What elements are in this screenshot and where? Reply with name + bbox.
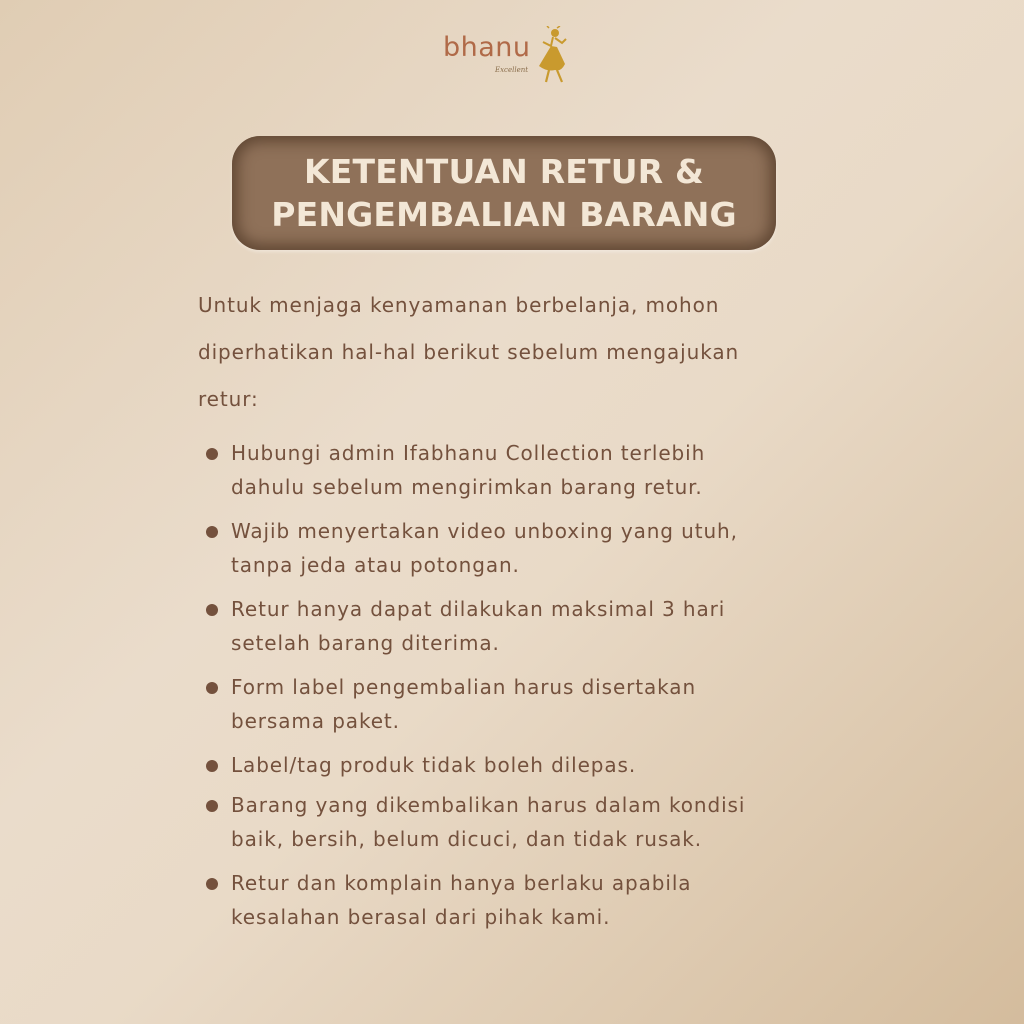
- bullet-dot-icon: [206, 878, 218, 890]
- rule-line: Form label pengembalian harus disertakan: [231, 675, 697, 699]
- rule-item: [206, 436, 846, 514]
- bullet-dot-icon: [206, 526, 218, 538]
- rule-line: tanpa jeda atau potongan.: [231, 553, 520, 577]
- rule-item: [206, 670, 846, 748]
- rule-line: Retur dan komplain hanya berlaku apabila: [231, 871, 692, 895]
- rule-line: setelah barang diterima.: [231, 631, 500, 655]
- rule-line: Barang yang dikembalikan harus dalam kondisi: [231, 793, 746, 817]
- rule-line: kesalahan berasal dari pihak kami.: [231, 905, 611, 929]
- intro-paragraph: [198, 282, 858, 423]
- intro-line: Untuk menjaga kenyamanan berbelanja, mohon: [198, 293, 720, 317]
- rule-line: bersama paket.: [231, 709, 400, 733]
- bullet-dot-icon: [206, 604, 218, 616]
- rule-line: Label/tag produk tidak boleh dilepas.: [231, 753, 637, 777]
- rule-item: [206, 866, 846, 944]
- bullet-dot-icon: [206, 448, 218, 460]
- title-line-1: KETENTUAN RETUR &: [303, 152, 705, 191]
- bullet-dot-icon: [206, 682, 218, 694]
- rule-item: [206, 592, 846, 670]
- rule-line: Hubungi admin Ifabhanu Collection terlebih: [231, 441, 706, 465]
- rule-line: baik, bersih, belum dicuci, dan tidak rusak.: [231, 827, 703, 851]
- rule-line: dahulu sebelum mengirimkan barang retur.: [231, 475, 703, 499]
- rules-list: [206, 436, 846, 944]
- dancer-figure-icon: [535, 26, 571, 84]
- rule-line: Wajib menyertakan video unboxing yang utuh,: [231, 519, 738, 543]
- title-banner: [232, 136, 776, 250]
- intro-line: diperhatikan hal-hal berikut sebelum mengajukan: [198, 340, 740, 364]
- rule-item: [206, 748, 846, 788]
- brand-logo: [443, 26, 573, 86]
- brand-tagline: Excellent: [495, 66, 529, 74]
- intro-line: retur:: [198, 387, 259, 411]
- title-line-2: PENGEMBALIAN BARANG: [271, 195, 737, 234]
- bullet-dot-icon: [206, 800, 218, 812]
- rule-item: [206, 514, 846, 592]
- brand-name: bhanu: [443, 32, 531, 63]
- bullet-dot-icon: [206, 760, 218, 772]
- rule-line: Retur hanya dapat dilakukan maksimal 3 hari: [231, 597, 726, 621]
- rule-item: [206, 788, 846, 866]
